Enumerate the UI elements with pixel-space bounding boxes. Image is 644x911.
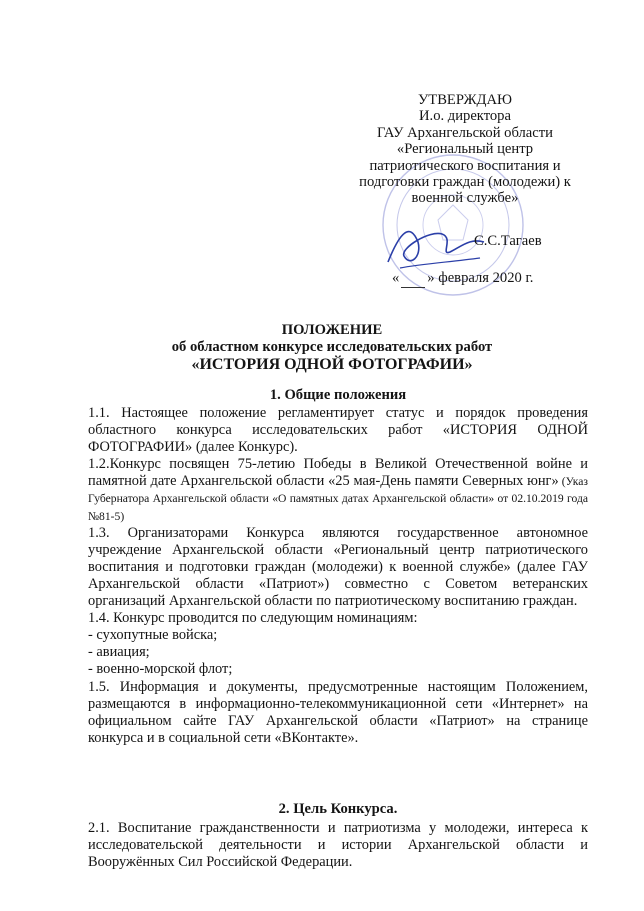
- date-blank: [401, 270, 425, 288]
- approval-line: УТВЕРЖДАЮ: [417, 92, 513, 108]
- approval-block: [330, 92, 600, 207]
- nomination-item: - военно-морской флот;: [88, 661, 233, 678]
- paragraph-1-4: 1.4. Конкурс проводится по следующим номинациям:: [88, 610, 418, 627]
- paragraph-1-2: [88, 456, 588, 524]
- document-title: [60, 322, 604, 373]
- approval-line: военной службе»: [411, 190, 519, 207]
- section-1-body: [88, 405, 588, 747]
- approval-line: патриотического воспитания и: [369, 157, 561, 174]
- paragraph-1-5: 1.5. Информация и документы, предусмотренные настоящим Положением, размещаются в информационно-телекоммуникационной сети «Интернет» на официальном сайте ГАУ Архангельской области «Патриот» на странице конкурса и в социальной сети «ВКонтакте».: [88, 678, 588, 746]
- date-open-quote: «: [392, 270, 400, 286]
- paragraph-1-1: 1.1. Настоящее положение регламентирует статус и порядок проведения областного конкурса исследовательских работ «ИСТОРИЯ ОДНОЙ ФОТОГРАФИИ» (далее Конкурс).: [88, 405, 588, 456]
- approval-line: ГАУ Архангельской области: [377, 124, 553, 141]
- signer-name: С.С.Тагаев: [474, 233, 542, 249]
- section-1-heading: 1. Общие положения: [269, 387, 407, 403]
- section-2-heading: 2. Цель Конкурса.: [278, 801, 398, 817]
- nomination-item: - сухопутные войска;: [88, 627, 218, 644]
- nomination-item: - авиация;: [88, 644, 150, 661]
- paragraph-1-2-text: 1.2.Конкурс посвящен 75-летию Победы в Великой Отечественной войне и памятной дате Архангельской области «25 мая-День памяти Северных юнг»: [88, 456, 588, 490]
- paragraph-2-1: 2.1. Воспитание гражданственности и патриотизма у молодежи, интереса к исследовательской деятельности и истории Архангельской области и Вооружённых Сил Российской Федерации.: [88, 820, 588, 871]
- section-2-body: [88, 820, 588, 871]
- approval-date: [392, 270, 533, 288]
- approval-line: подготовки граждан (молодежи) к: [359, 174, 571, 191]
- title-name: «ИСТОРИЯ ОДНОЙ ФОТОГРАФИИ»: [191, 356, 473, 373]
- date-rest: » февраля 2020 г.: [427, 270, 534, 286]
- paragraph-1-2-note: (Указ Губернатора Архангельской области «О памятных датах Архангельской области» от 02.10.2019 года №81-5): [88, 475, 588, 523]
- approval-line: И.о. директора: [419, 108, 511, 125]
- paragraph-1-3: 1.3. Организаторами Конкурса являются государственное автономное учреждение Архангельской области «Региональный центр патриотического воспитания и подготовки граждан (молодежи) к военной службе» (далее ГАУ Архангельской области «Патриот») совместно с Советом ветеранских организаций Архангельской области по патриотическому воспитанию граждан.: [88, 524, 588, 610]
- approval-line: «Региональный центр: [396, 141, 534, 158]
- title-subtitle: об областном конкурсе исследовательских работ: [171, 339, 493, 355]
- title-word: ПОЛОЖЕНИЕ: [281, 322, 383, 338]
